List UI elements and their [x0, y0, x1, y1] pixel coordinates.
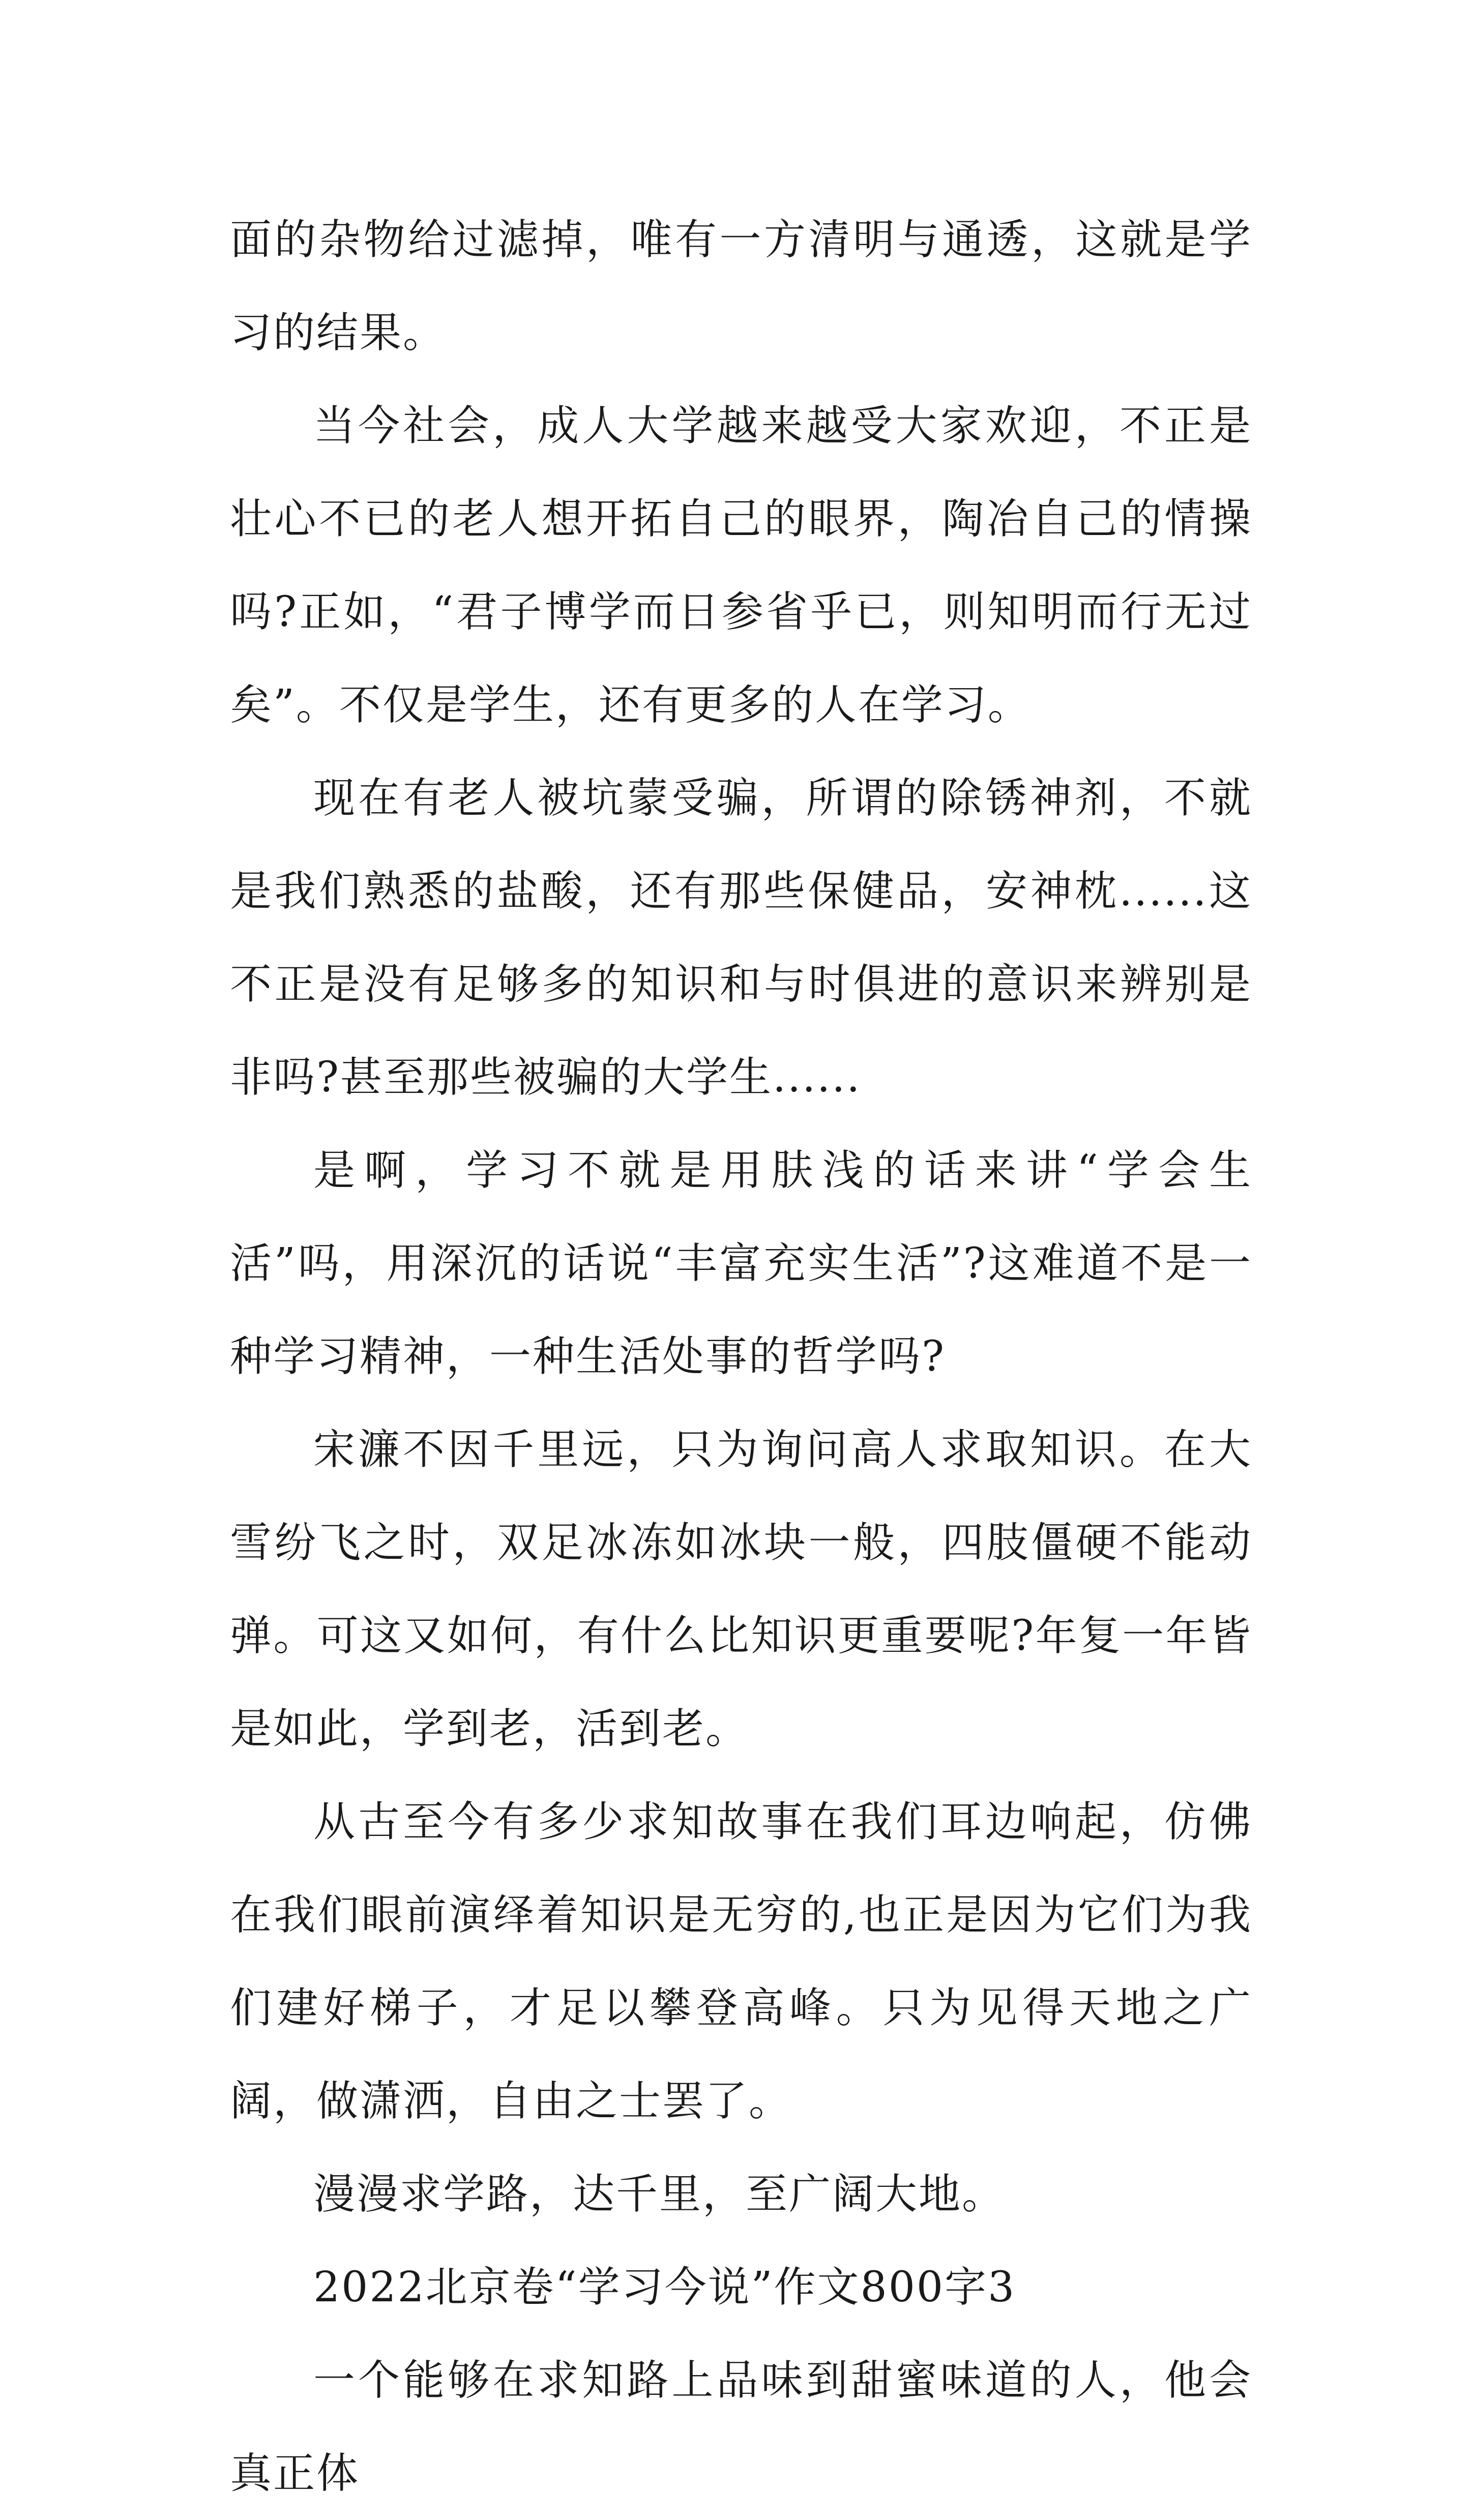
- essay-heading: 2022北京卷“学习今说”作文800字3: [313, 2263, 1016, 2311]
- essay-body: [230, 193, 1252, 2520]
- paragraph-elderly-scam: 现在有老人被坑蒙受骗，所谓的除锈神剂，不就是我们熟悉的盐酸，还有那些保健品，安神枕......这不正是没有足够多的知识和与时俱进的意识来辨别是非吗?甚至那些被骗的大学生......: [230, 774, 1252, 1102]
- paragraph-continuation: 面的杂物给过滤掉，唯有一方清明与通透，这就是学习的结果。: [230, 216, 1252, 357]
- paragraph-song-lian: 宋濂不因千里远，只为询问高人求取知识。在大雪纷飞之时，双足冰冻如冰块一般，四肢僵硬不能动弹。可这又如何，有什么比知识更重要呢?年复一年皆是如此，学到老，活到老。: [230, 1426, 1252, 1753]
- paragraph-ancient-stories: 从古至今有多少求知故事在我们耳边响起，仿佛在我们眼前演绎着知识是无穷的,也正是因为它们为我们建好梯子，才足以攀登高峰。只为见得天地之广阔，做潇洒，自由之士罢了。: [230, 1798, 1252, 2125]
- paragraph-learning-life: 是啊，学习不就是用肤浅的话来讲“学会生活”吗，用深沉的话说“丰富充实生活”?这难道不是一种学习精神，一种生活处事的哲学吗?: [230, 1146, 1252, 1381]
- paragraph-closing-line: 漫漫求学路，达千里，至广阔大地。: [313, 2170, 1006, 2218]
- paragraph-adult-university: 当今社会，成人大学越来越受大家欢迎，不正是壮心不已的老人想开拓自己的眼界，陶冶自己的情操吗?正如，“君子博学而日参省乎已，则知明而行无过矣”。不仅是学生，还有更多的人在学习。: [230, 402, 1252, 729]
- paragraph-next-essay-start: 一个能够在求知路上品味到甜蜜味道的人，他会真正体: [230, 2356, 1252, 2498]
